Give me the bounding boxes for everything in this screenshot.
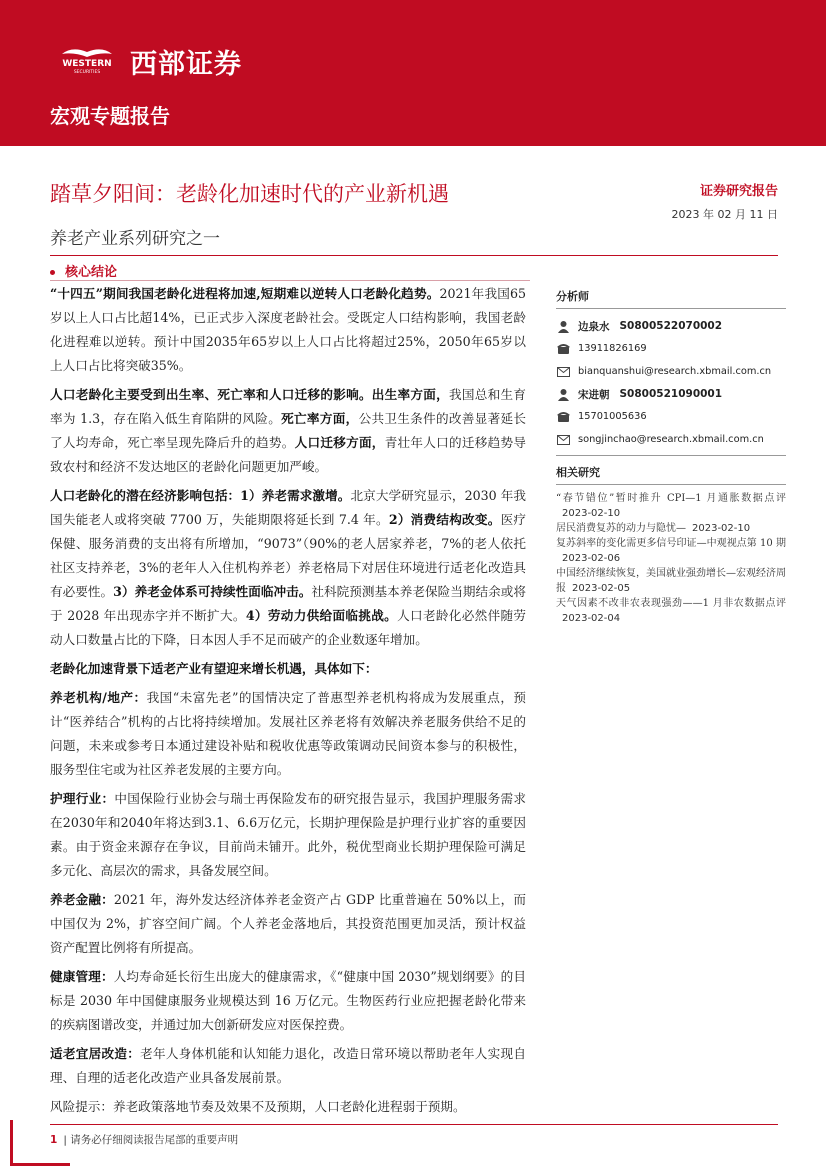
core-heading-label: 核心结论 bbox=[65, 265, 118, 280]
report-type: 宏观专题报告 bbox=[50, 104, 170, 128]
report-date: 2023 年 02 月 11 日 bbox=[671, 208, 778, 221]
page-number: 1 bbox=[50, 1134, 58, 1146]
company-logo-icon bbox=[52, 44, 122, 74]
paragraph: 人口老龄化主要受到出生率、死亡率和人口迁移的影响。出生率方面，我国总和生育率为 1.3，存在陷入低生育陷阱的风险。死亡率方面，公共卫生条件的改善显著延长了人均寿命，死亡率呈现先降后升的趋势。人口迁移方面，青壮年人口的迁移趋势导致农村和经济不发达地区的老龄化问题更加严峻。 bbox=[50, 387, 527, 474]
phone-row bbox=[556, 337, 786, 360]
paragraph: 养老机构/地产：我国“未富先老”的国情决定了普惠型养老机构将成为发展重点，预计“医养结合”机构的占比将持续增加。发展社区养老将有效解决养老服务供给不足的问题，未来或参考日本通过建设补贴和税收优惠等政策调动民间资本参与的积极性，服务型住宅或为社区养老发展的主要方向。 bbox=[50, 690, 526, 777]
phone-icon bbox=[556, 342, 570, 356]
analyst-name: 边泉水 bbox=[578, 320, 610, 333]
logo-english-sub: SECURITIES bbox=[73, 70, 101, 74]
analyst-cert: S0800521090001 bbox=[619, 388, 723, 400]
footer bbox=[50, 1132, 238, 1147]
report-title: 踏草夕阳间：老龄化加速时代的产业新机遇 bbox=[50, 182, 449, 206]
analyst-phone: 15701005636 bbox=[578, 411, 647, 422]
paragraph: 护理行业：中国保险行业协会与瑞士再保险发布的研究报告显示，我国护理服务需求在2030年和2040年将达到3.1、6.6万亿元，长期护理保险是护理行业扩容的重要因素。由于资金来源存在争议，目前尚未铺开。此外，税优型商业长期护理保险可满足多元化、高层次的需求，具备发展空间。 bbox=[50, 791, 527, 878]
related-research-item[interactable]: 复苏斜率的变化需更多信号印证—中观视点第 10 期2023-02-06 bbox=[556, 538, 786, 564]
paragraph: 养老金融：2021 年，海外发达经济体养老金资产占 GDP 比重普遍在 50%以上，而中国仅为 2%，扩容空间广阔。个人养老金落地后，其投资范围更加灵活，预计权益资产配置比例将有所提高。 bbox=[50, 892, 527, 955]
email-row[interactable] bbox=[556, 360, 786, 383]
email-icon bbox=[556, 365, 570, 379]
phone-row bbox=[556, 405, 786, 428]
corner-mark bbox=[10, 1163, 70, 1166]
related-research-heading: 相关研究 bbox=[556, 466, 600, 479]
analyst-cert: S0800522070002 bbox=[619, 320, 723, 332]
person-icon bbox=[556, 319, 570, 333]
sidebar-divider bbox=[556, 455, 786, 456]
phone-icon bbox=[556, 410, 570, 424]
analyst-row bbox=[556, 315, 786, 337]
corner-mark bbox=[10, 1120, 13, 1166]
paragraph: 适老宜居改造：老年人身体机能和认知能力退化，改造日常环境以帮助老年人实现自理、自理的适老化改造产业具备发展前景。 bbox=[50, 1046, 527, 1085]
sidebar-divider bbox=[556, 484, 786, 485]
related-research-item[interactable]: 中国经济继续恢复，美国就业强劲增长—宏观经济周报 2023-02-05 bbox=[556, 568, 786, 594]
body-column bbox=[50, 282, 526, 1124]
paragraph: 健康管理：人均寿命延长衍生出庞大的健康需求，《“健康中国 2030”规划纲要》的目标是 2030 年中国健康服务业规模达到 16 万亿元。生物医药行业应把握老龄化带来的疾病图谱改变，并通过加大创新研发应对医保控费。 bbox=[50, 969, 526, 1032]
risk-warning: 风险提示：养老政策落地节奏及效果不及预期，人口老龄化进程弱于预期。 bbox=[50, 1099, 466, 1114]
title-divider bbox=[50, 255, 778, 256]
sidebar bbox=[556, 282, 786, 626]
related-research-item[interactable]: 天气因素不改非农表现强劲——1 月非农数据点评2023-02-04 bbox=[556, 598, 786, 624]
paragraph: 老龄化加速背景下适老产业有望迎来增长机遇，具体如下： bbox=[50, 661, 378, 676]
analyst-name: 宋进朝 bbox=[578, 388, 610, 401]
analyst-email[interactable]: bianquanshui@research.xbmail.com.cn bbox=[578, 366, 772, 377]
analyst-phone: 13911826169 bbox=[578, 343, 647, 354]
paragraph: “十四五”期间我国老龄化进程将加速,短期难以逆转人口老龄化趋势。2021年我国65岁以上人口占比超14%，已正式步入深度老龄社会。受既定人口结构影响，我国老龄化进程难以逆转。预计中国2035年65岁以上人口占比将超过25%，2050年65岁以上人口占比将突破35%。 bbox=[50, 286, 526, 373]
analyst-row bbox=[556, 383, 786, 405]
report-subtitle: 养老产业系列研究之一 bbox=[50, 229, 220, 249]
email-row[interactable] bbox=[556, 428, 786, 451]
person-icon bbox=[556, 387, 570, 401]
footer-divider bbox=[50, 1124, 778, 1125]
bullet-icon bbox=[50, 270, 55, 275]
email-icon bbox=[556, 433, 570, 447]
analyst-email[interactable]: songjinchao@research.xbmail.com.cn bbox=[578, 434, 764, 445]
core-conclusion-heading bbox=[50, 261, 117, 280]
sidebar-divider bbox=[556, 308, 786, 309]
footer-disclaimer: | 请务必仔细阅读报告尾部的重要声明 bbox=[63, 1134, 239, 1146]
analyst-heading: 分析师 bbox=[556, 290, 589, 303]
company-name: 西部证券 bbox=[130, 49, 242, 80]
paragraph: 人口老龄化的潜在经济影响包括：1）养老需求激增。北京大学研究显示，2030 年我国失能老人或将突破 7700 万，失能期限将延长到 7.4 年。2）消费结构改变。医疗保健、服务消费的支出将有所增加，“9073”（90%的老人居家养老，7%的老人依托社区支持养老，3%的老年人入住机构养老）养老格局下对居住环境进行适老化改造具有必要性。3）养老金体系可持续性面临冲击。社科院预测基本养老保险当期结余或将于 2028 年出现赤字并不断扩大。4）劳动力供给面临挑战。人口老龄化必然伴随劳动人口数量占比的下降，日本因人手不足而破产的企业数逐年增加。 bbox=[50, 488, 527, 647]
report-category-label: 证券研究报告 bbox=[699, 184, 778, 199]
logo-english: WESTERN bbox=[62, 59, 112, 69]
related-research-item[interactable]: 居民消费复苏的动力与隐忧— 2023-02-10 bbox=[556, 523, 751, 534]
core-divider bbox=[50, 280, 530, 281]
related-research-item[interactable]: “春节错位”暂时推升 CPI—1 月通胀数据点评2023-02-10 bbox=[556, 493, 786, 519]
